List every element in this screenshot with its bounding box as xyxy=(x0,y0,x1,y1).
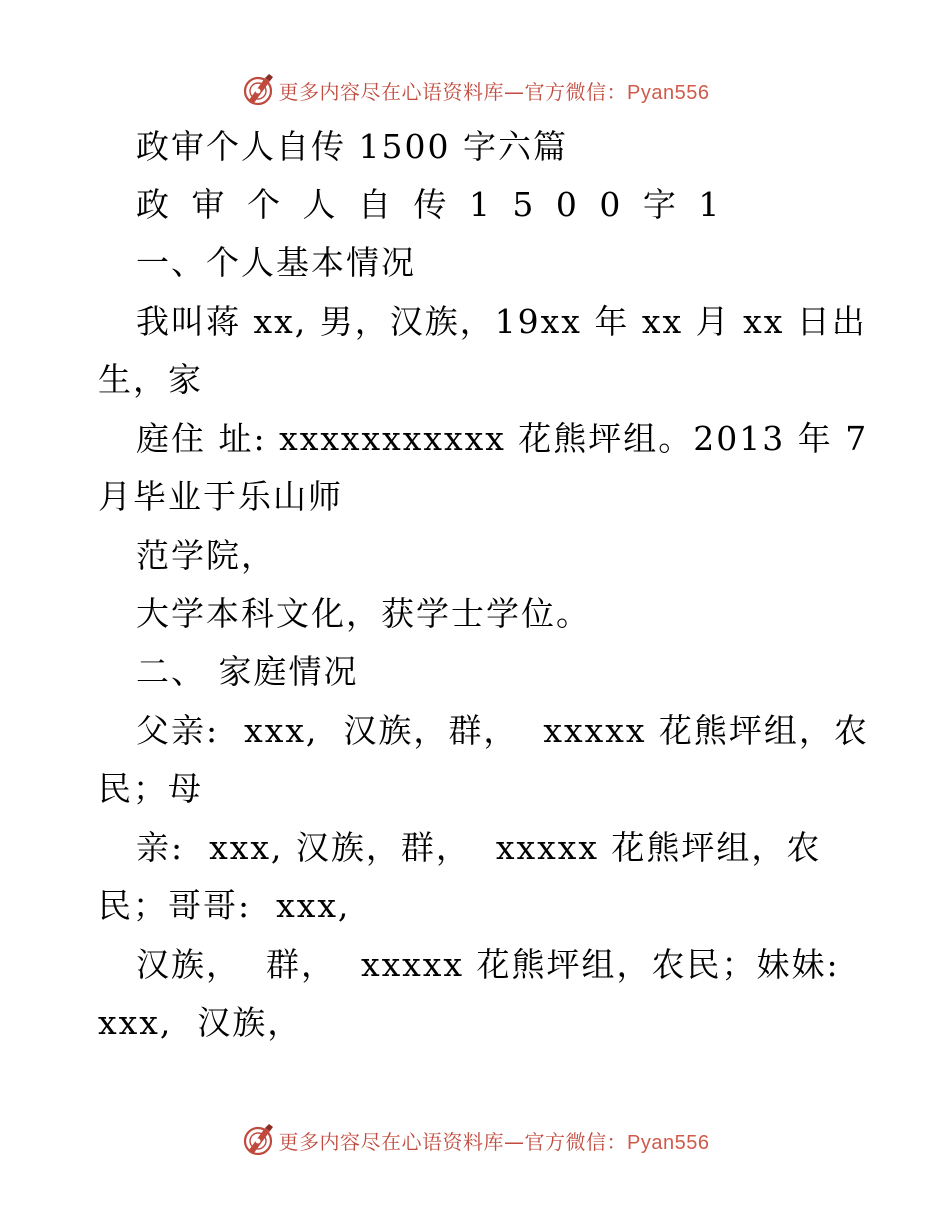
document-title: 政审个人自传 1500 字六篇 xyxy=(136,127,568,166)
watermark-text: 更多内容尽在心语资料库—官方微信：Pyan556 xyxy=(278,1129,710,1154)
paragraph-line: 大学本科文化，获学士学位。 xyxy=(136,594,591,633)
section-heading: 政 审 个 人 自 传 1 5 0 0 字 1 xyxy=(136,185,726,224)
paragraph-line: 汉族， 群， xxxxx 花熊坪组，农民；妹妹: xyxy=(136,945,840,984)
watermark-text: 更多内容尽在心语资料库—官方微信：Pyan556 xyxy=(278,79,710,104)
paragraph-line: 庭住 址: xxxxxxxxxxx 花熊坪组。2013 年 7 xyxy=(136,419,869,458)
paragraph-line: 范学院， xyxy=(136,536,276,575)
paragraph-line: 亲: xxx, 汉族，群， xxxxx 花熊坪组，农 xyxy=(136,828,822,867)
subsection-heading: 一、个人基本情况 xyxy=(136,243,416,282)
paragraph-line: 生，家 xyxy=(98,360,203,399)
watermark-header xyxy=(0,70,950,110)
paragraph-line: 父亲: xxx, 汉族，群， xxxxx 花熊坪组，农 xyxy=(136,711,869,750)
pen-logo-icon xyxy=(241,72,277,108)
pen-logo-icon xyxy=(241,1122,277,1158)
paragraph-line: 月毕业于乐山师 xyxy=(98,477,343,516)
paragraph-line: xxx, 汉族， xyxy=(98,1003,303,1042)
watermark-footer xyxy=(0,1120,950,1160)
paragraph-line: 民；母 xyxy=(98,769,203,808)
paragraph-line: 我叫蒋 xx, 男，汉族，19xx 年 xx 月 xx 日出 xyxy=(136,302,867,341)
paragraph-line: 民；哥哥: xxx, xyxy=(98,886,351,925)
subsection-heading: 二、 家庭情况 xyxy=(136,652,359,691)
